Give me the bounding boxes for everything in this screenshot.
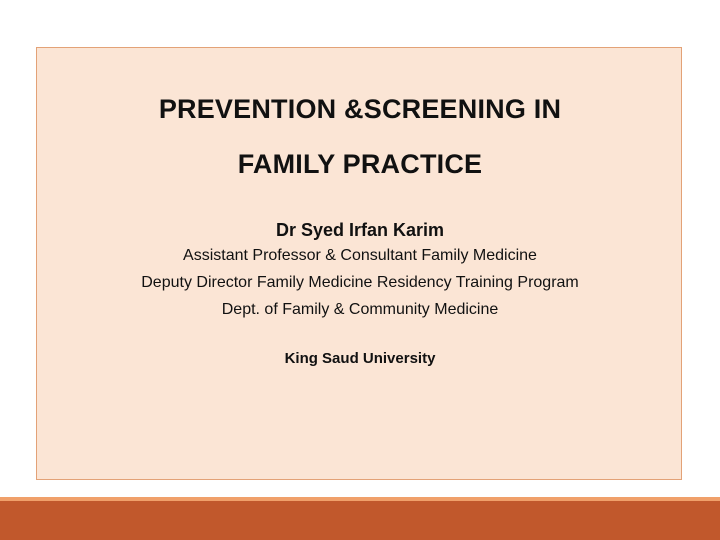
- affiliation-line-2: Deputy Director Family Medicine Residency Training Program: [141, 274, 579, 291]
- title-line-2: FAMILY PRACTICE: [237, 149, 483, 179]
- affiliation-line-1: Assistant Professor & Consultant Family Medicine: [183, 247, 537, 264]
- footer-bar: [0, 501, 720, 540]
- slide-title: [0, 82, 720, 192]
- author-block: [0, 218, 720, 323]
- author-name: Dr Syed Irfan Karim: [275, 220, 445, 240]
- affiliation-line-3: Dept. of Family & Community Medicine: [221, 301, 499, 318]
- university-name: King Saud University: [284, 350, 436, 367]
- title-line-1: PREVENTION &SCREENING IN: [158, 94, 562, 124]
